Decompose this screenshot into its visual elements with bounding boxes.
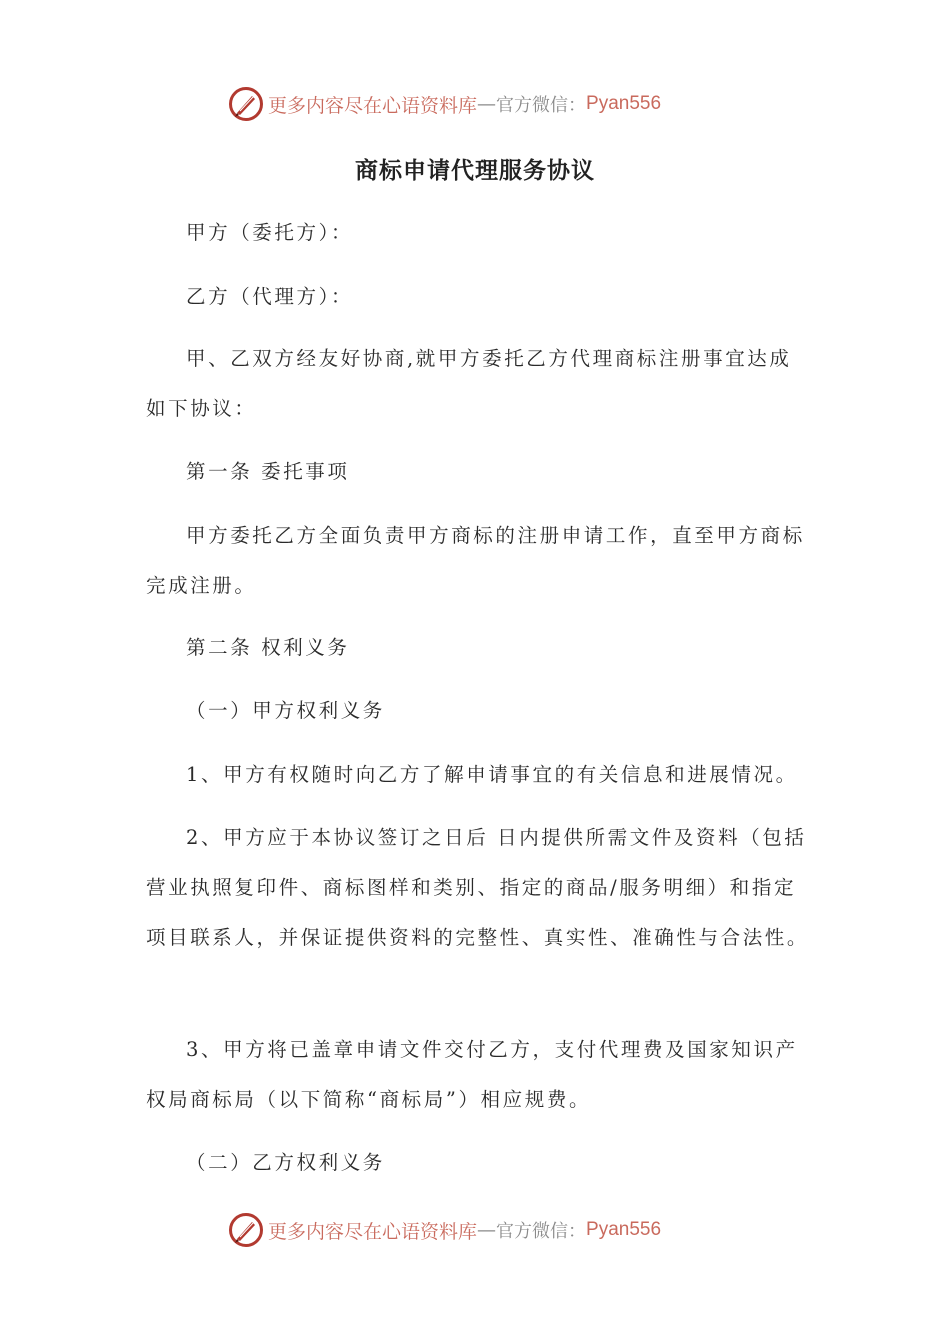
banner-slogan: 更多内容尽在心语资料库 [268, 94, 478, 117]
article-2-heading: 第二条 权利义务 [186, 636, 350, 659]
quill-pen-logo-icon [228, 1212, 264, 1248]
banner-wechat-id: Pyan556 [586, 1219, 662, 1240]
banner-wechat-id: Pyan556 [586, 93, 662, 114]
section-party-b-heading: （二）乙方权利义务 [186, 1151, 385, 1174]
clause-1: 1、甲方有权随时向乙方了解申请事宜的有关信息和进展情况。 [186, 763, 798, 786]
quill-pen-logo-icon [228, 86, 264, 122]
party-b-line: 乙方（代理方）： [186, 285, 354, 308]
article-1-heading: 第一条 委托事项 [186, 460, 350, 483]
header-banner [228, 84, 661, 124]
document-title: 商标申请代理服务协议 [355, 157, 595, 184]
clause-3: 3、甲方将已盖章申请文件交付乙方，支付代理费及国家知识产权局商标局（以下简称“商标局”）相应规费。 [146, 1038, 798, 1111]
banner-separator: — [477, 93, 497, 115]
party-a-line: 甲方（委托方）： [186, 221, 354, 244]
banner-wechat-label: 官方微信： [496, 95, 587, 116]
banner-slogan: 更多内容尽在心语资料库 [268, 1220, 478, 1243]
banner-wechat-label: 官方微信： [496, 1221, 587, 1242]
section-party-a-heading: （一）甲方权利义务 [186, 699, 385, 722]
article-1-body: 甲方委托乙方全面负责甲方商标的注册申请工作，直至甲方商标完成注册。 [146, 524, 805, 597]
banner-separator: — [477, 1219, 497, 1241]
footer-banner [228, 1210, 661, 1250]
preamble-paragraph: 甲、乙双方经友好协商,就甲方委托乙方代理商标注册事宜达成如下协议： [146, 347, 792, 420]
clause-2: 2、甲方应于本协议签订之日后 日内提供所需文件及资料（包括营业执照复印件、商标图样和类别、指定的商品/服务明细）和指定项目联系人，并保证提供资料的完整性、真实性、准确性与合法性。 [146, 826, 810, 949]
